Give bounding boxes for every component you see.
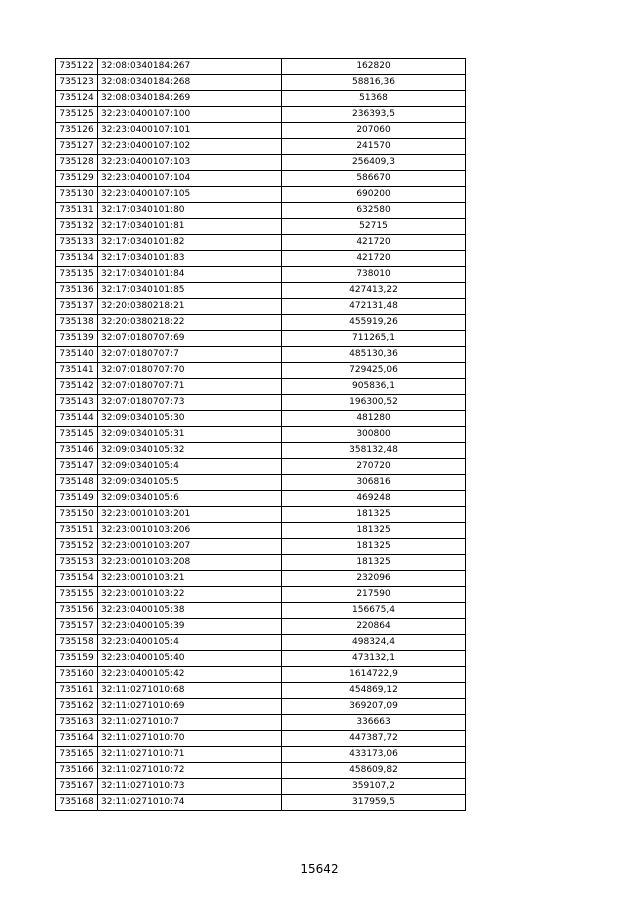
cadastral-number-cell: 32:23:0400105:42: [98, 667, 282, 683]
table-row: [56, 123, 466, 139]
cadastral-number-cell: 32:23:0400107:101: [98, 123, 282, 139]
cadastral-number-cell: 32:23:0010103:208: [98, 555, 282, 571]
row-number-cell: 735159: [56, 651, 98, 667]
cadastral-value-cell: 472131,48: [282, 299, 466, 315]
table-row: [56, 459, 466, 475]
cadastral-value-cell: 181325: [282, 523, 466, 539]
cadastral-number-cell: 32:07:0180707:73: [98, 395, 282, 411]
table-row: [56, 235, 466, 251]
table-row: [56, 187, 466, 203]
table-body: [56, 59, 466, 811]
row-number-cell: 735161: [56, 683, 98, 699]
row-number-cell: 735136: [56, 283, 98, 299]
row-number-cell: 735160: [56, 667, 98, 683]
table-row: [56, 683, 466, 699]
table-row: [56, 635, 466, 651]
cadastral-number-cell: 32:09:0340105:30: [98, 411, 282, 427]
table-row: [56, 507, 466, 523]
row-number-cell: 735138: [56, 315, 98, 331]
table-row: [56, 299, 466, 315]
row-number-cell: 735165: [56, 747, 98, 763]
cadastral-number-cell: 32:11:0271010:72: [98, 763, 282, 779]
cadastral-value-cell: 358132,48: [282, 443, 466, 459]
row-number-cell: 735132: [56, 219, 98, 235]
cadastral-value-cell: 458609,82: [282, 763, 466, 779]
table-row: [56, 379, 466, 395]
table-row: [56, 603, 466, 619]
row-number-cell: 735124: [56, 91, 98, 107]
cadastral-value-cell: 447387,72: [282, 731, 466, 747]
cadastral-number-cell: 32:23:0010103:207: [98, 539, 282, 555]
row-number-cell: 735140: [56, 347, 98, 363]
table-row: [56, 107, 466, 123]
cadastral-number-cell: 32:23:0010103:21: [98, 571, 282, 587]
cadastral-number-cell: 32:23:0400107:103: [98, 155, 282, 171]
cadastral-number-cell: 32:23:0010103:22: [98, 587, 282, 603]
cadastral-number-cell: 32:23:0400105:38: [98, 603, 282, 619]
row-number-cell: 735133: [56, 235, 98, 251]
row-number-cell: 735158: [56, 635, 98, 651]
row-number-cell: 735157: [56, 619, 98, 635]
cadastral-value-cell: 156675,4: [282, 603, 466, 619]
cadastral-value-cell: 369207,09: [282, 699, 466, 715]
row-number-cell: 735167: [56, 779, 98, 795]
row-number-cell: 735164: [56, 731, 98, 747]
table-row: [56, 219, 466, 235]
table-row: [56, 587, 466, 603]
table-row: [56, 491, 466, 507]
table-row: [56, 363, 466, 379]
cadastral-value-cell: 433173,06: [282, 747, 466, 763]
cadastral-number-cell: 32:17:0340101:80: [98, 203, 282, 219]
page-number: 15642: [300, 862, 339, 876]
cadastral-number-cell: 32:23:0010103:201: [98, 507, 282, 523]
cadastral-value-cell: 427413,22: [282, 283, 466, 299]
row-number-cell: 735148: [56, 475, 98, 491]
cadastral-value-cell: 469248: [282, 491, 466, 507]
table-row: [56, 267, 466, 283]
cadastral-value-cell: 207060: [282, 123, 466, 139]
cadastral-value-cell: 217590: [282, 587, 466, 603]
cadastral-value-cell: 711265,1: [282, 331, 466, 347]
cadastral-number-cell: 32:07:0180707:71: [98, 379, 282, 395]
cadastral-number-cell: 32:09:0340105:6: [98, 491, 282, 507]
cadastral-value-cell: 455919,26: [282, 315, 466, 331]
table-row: [56, 475, 466, 491]
cadastral-number-cell: 32:17:0340101:82: [98, 235, 282, 251]
cadastral-number-cell: 32:07:0180707:70: [98, 363, 282, 379]
cadastral-value-cell: 58816,36: [282, 75, 466, 91]
cadastral-number-cell: 32:08:0340184:269: [98, 91, 282, 107]
row-number-cell: 735130: [56, 187, 98, 203]
cadastral-value-cell: 241570: [282, 139, 466, 155]
cadastral-number-cell: 32:11:0271010:71: [98, 747, 282, 763]
table-row: [56, 763, 466, 779]
cadastral-number-cell: 32:11:0271010:68: [98, 683, 282, 699]
cadastral-number-cell: 32:17:0340101:85: [98, 283, 282, 299]
row-number-cell: 735162: [56, 699, 98, 715]
cadastral-number-cell: 32:08:0340184:267: [98, 59, 282, 75]
row-number-cell: 735147: [56, 459, 98, 475]
cadastral-value-cell: 51368: [282, 91, 466, 107]
row-number-cell: 735145: [56, 427, 98, 443]
cadastral-number-cell: 32:23:0400107:100: [98, 107, 282, 123]
row-number-cell: 735163: [56, 715, 98, 731]
row-number-cell: 735152: [56, 539, 98, 555]
cadastral-value-cell: 473132,1: [282, 651, 466, 667]
cadastral-value-table: [55, 58, 466, 811]
cadastral-number-cell: 32:11:0271010:7: [98, 715, 282, 731]
cadastral-value-cell: 317959,5: [282, 795, 466, 811]
row-number-cell: 735153: [56, 555, 98, 571]
table-row: [56, 59, 466, 75]
cadastral-number-cell: 32:23:0400107:104: [98, 171, 282, 187]
table-row: [56, 139, 466, 155]
table-row: [56, 203, 466, 219]
cadastral-value-cell: 336663: [282, 715, 466, 731]
cadastral-value-cell: 481280: [282, 411, 466, 427]
cadastral-number-cell: 32:09:0340105:4: [98, 459, 282, 475]
cadastral-number-cell: 32:20:0380218:21: [98, 299, 282, 315]
cadastral-number-cell: 32:11:0271010:73: [98, 779, 282, 795]
table-row: [56, 699, 466, 715]
cadastral-number-cell: 32:20:0380218:22: [98, 315, 282, 331]
table-row: [56, 427, 466, 443]
cadastral-number-cell: 32:23:0010103:206: [98, 523, 282, 539]
cadastral-value-cell: 905836,1: [282, 379, 466, 395]
table-row: [56, 731, 466, 747]
table-row: [56, 619, 466, 635]
row-number-cell: 735156: [56, 603, 98, 619]
cadastral-value-cell: 256409,3: [282, 155, 466, 171]
cadastral-value-cell: 421720: [282, 235, 466, 251]
row-number-cell: 735155: [56, 587, 98, 603]
row-number-cell: 735128: [56, 155, 98, 171]
table-row: [56, 283, 466, 299]
row-number-cell: 735129: [56, 171, 98, 187]
cadastral-value-cell: 729425,06: [282, 363, 466, 379]
cadastral-number-cell: 32:08:0340184:268: [98, 75, 282, 91]
cadastral-value-cell: 485130,36: [282, 347, 466, 363]
cadastral-value-cell: 738010: [282, 267, 466, 283]
table-row: [56, 155, 466, 171]
table-row: [56, 795, 466, 811]
table-row: [56, 715, 466, 731]
table-row: [56, 331, 466, 347]
table-row: [56, 443, 466, 459]
cadastral-value-cell: 421720: [282, 251, 466, 267]
cadastral-value-cell: 454869,12: [282, 683, 466, 699]
table-row: [56, 411, 466, 427]
cadastral-value-cell: 300800: [282, 427, 466, 443]
table-row: [56, 347, 466, 363]
cadastral-number-cell: 32:23:0400105:39: [98, 619, 282, 635]
row-number-cell: 735137: [56, 299, 98, 315]
cadastral-number-cell: 32:07:0180707:69: [98, 331, 282, 347]
cadastral-table-container: [55, 58, 465, 811]
cadastral-value-cell: 236393,5: [282, 107, 466, 123]
cadastral-number-cell: 32:23:0400107:102: [98, 139, 282, 155]
table-row: [56, 779, 466, 795]
cadastral-value-cell: 586670: [282, 171, 466, 187]
cadastral-value-cell: 220864: [282, 619, 466, 635]
row-number-cell: 735166: [56, 763, 98, 779]
table-row: [56, 395, 466, 411]
row-number-cell: 735143: [56, 395, 98, 411]
cadastral-value-cell: 1614722,9: [282, 667, 466, 683]
row-number-cell: 735127: [56, 139, 98, 155]
row-number-cell: 735123: [56, 75, 98, 91]
row-number-cell: 735150: [56, 507, 98, 523]
row-number-cell: 735125: [56, 107, 98, 123]
cadastral-value-cell: 632580: [282, 203, 466, 219]
cadastral-number-cell: 32:23:0400105:4: [98, 635, 282, 651]
cadastral-number-cell: 32:07:0180707:7: [98, 347, 282, 363]
row-number-cell: 735149: [56, 491, 98, 507]
cadastral-value-cell: 498324,4: [282, 635, 466, 651]
row-number-cell: 735131: [56, 203, 98, 219]
row-number-cell: 735141: [56, 363, 98, 379]
cadastral-value-cell: 690200: [282, 187, 466, 203]
cadastral-number-cell: 32:17:0340101:83: [98, 251, 282, 267]
row-number-cell: 735146: [56, 443, 98, 459]
cadastral-number-cell: 32:11:0271010:74: [98, 795, 282, 811]
cadastral-number-cell: 32:23:0400107:105: [98, 187, 282, 203]
row-number-cell: 735122: [56, 59, 98, 75]
row-number-cell: 735135: [56, 267, 98, 283]
cadastral-value-cell: 52715: [282, 219, 466, 235]
row-number-cell: 735144: [56, 411, 98, 427]
table-row: [56, 555, 466, 571]
table-row: [56, 747, 466, 763]
cadastral-number-cell: 32:09:0340105:5: [98, 475, 282, 491]
cadastral-value-cell: 162820: [282, 59, 466, 75]
table-row: [56, 251, 466, 267]
table-row: [56, 651, 466, 667]
cadastral-number-cell: 32:11:0271010:70: [98, 731, 282, 747]
row-number-cell: 735142: [56, 379, 98, 395]
cadastral-number-cell: 32:23:0400105:40: [98, 651, 282, 667]
table-row: [56, 91, 466, 107]
table-row: [56, 539, 466, 555]
row-number-cell: 735126: [56, 123, 98, 139]
cadastral-value-cell: 359107,2: [282, 779, 466, 795]
table-row: [56, 75, 466, 91]
cadastral-number-cell: 32:09:0340105:32: [98, 443, 282, 459]
cadastral-value-cell: 232096: [282, 571, 466, 587]
cadastral-value-cell: 306816: [282, 475, 466, 491]
cadastral-value-cell: 181325: [282, 539, 466, 555]
cadastral-value-cell: 270720: [282, 459, 466, 475]
cadastral-number-cell: 32:17:0340101:81: [98, 219, 282, 235]
row-number-cell: 735139: [56, 331, 98, 347]
cadastral-value-cell: 196300,52: [282, 395, 466, 411]
cadastral-number-cell: 32:09:0340105:31: [98, 427, 282, 443]
table-row: [56, 315, 466, 331]
cadastral-value-cell: 181325: [282, 507, 466, 523]
row-number-cell: 735151: [56, 523, 98, 539]
table-row: [56, 571, 466, 587]
cadastral-number-cell: 32:11:0271010:69: [98, 699, 282, 715]
cadastral-value-cell: 181325: [282, 555, 466, 571]
cadastral-number-cell: 32:17:0340101:84: [98, 267, 282, 283]
table-row: [56, 523, 466, 539]
table-row: [56, 171, 466, 187]
row-number-cell: 735168: [56, 795, 98, 811]
table-row: [56, 667, 466, 683]
row-number-cell: 735154: [56, 571, 98, 587]
row-number-cell: 735134: [56, 251, 98, 267]
